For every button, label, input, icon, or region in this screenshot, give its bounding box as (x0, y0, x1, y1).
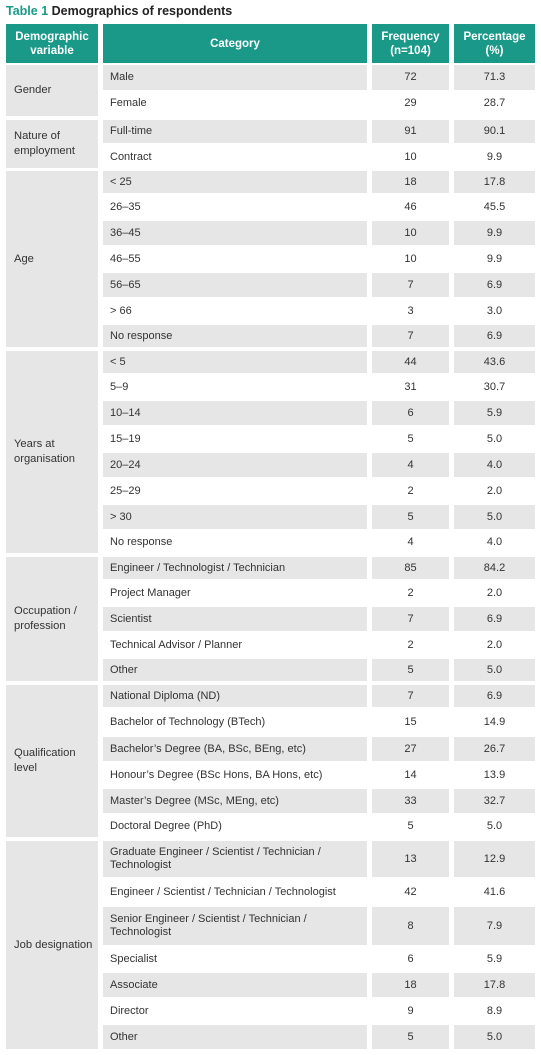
category-cell: Doctoral Degree (PhD) (110, 819, 222, 832)
percentage-cell: 30.7 (483, 380, 506, 393)
frequency-cell: 14 (404, 768, 417, 781)
frequency-cell: 8 (372, 907, 449, 945)
frequency-cell: 33 (372, 789, 449, 813)
percentage-cell: 32.7 (454, 789, 535, 813)
category-cell: Director (110, 1004, 149, 1017)
frequency-cell: 2 (407, 484, 414, 497)
group-label: Age (6, 171, 98, 347)
category-cell: Other (103, 659, 367, 681)
category-cell: < 5 (103, 351, 367, 373)
category-cell: 15–19 (110, 432, 141, 445)
category-cell: Honour’s Degree (BSc Hons, BA Hons, etc) (110, 768, 323, 781)
frequency-cell: 42 (404, 885, 417, 898)
percentage-cell: 5.0 (454, 1025, 535, 1049)
category-cell: 26–35 (110, 200, 141, 213)
percentage-cell: 6.9 (454, 607, 535, 631)
group-label: Job designation (6, 841, 98, 1049)
frequency-cell: 2 (407, 586, 414, 599)
frequency-cell: 85 (372, 557, 449, 579)
frequency-cell: 5 (407, 432, 414, 445)
category-cell: Scientist (103, 607, 367, 631)
category-cell: 36–45 (103, 221, 367, 245)
percentage-cell: 71.3 (454, 65, 535, 90)
percentage-cell: 8.9 (486, 1004, 503, 1017)
table-label: Table 1 (6, 4, 49, 18)
category-cell: 20–24 (103, 453, 367, 477)
percentage-cell: 5.0 (486, 432, 503, 445)
frequency-cell: 5 (372, 1025, 449, 1049)
category-cell: 10–14 (103, 401, 367, 425)
category-cell: 56–65 (103, 273, 367, 297)
header-variable: Demographic variable (6, 24, 98, 63)
category-cell: Senior Engineer / Scientist / Technician / Technologist (103, 907, 367, 945)
category-cell: Master’s Degree (MSc, MEng, etc) (103, 789, 367, 813)
category-cell: < 25 (103, 171, 367, 193)
frequency-cell: 13 (372, 841, 449, 877)
category-cell: Project Manager (110, 586, 191, 599)
frequency-cell: 44 (372, 351, 449, 373)
category-cell: Graduate Engineer / Scientist / Technician / Technologist (103, 841, 367, 877)
category-cell: Specialist (110, 952, 158, 965)
header-category: Category (103, 24, 367, 63)
frequency-cell: 15 (404, 715, 417, 728)
frequency-cell: 10 (404, 150, 417, 163)
category-cell: Bachelor’s Degree (BA, BSc, BEng, etc) (103, 737, 367, 761)
frequency-cell: 7 (372, 325, 449, 347)
percentage-cell: 26.7 (454, 737, 535, 761)
group-label: Nature of employment (6, 120, 98, 168)
frequency-cell: 18 (372, 171, 449, 193)
percentage-cell: 5.9 (454, 401, 535, 425)
percentage-cell: 6.9 (454, 685, 535, 707)
percentage-cell: 28.7 (483, 97, 506, 109)
frequency-cell: 46 (404, 200, 417, 213)
category-cell: > 66 (110, 304, 132, 317)
frequency-cell: 10 (372, 221, 449, 245)
frequency-cell: 4 (407, 535, 414, 548)
category-cell: Other (103, 1025, 367, 1049)
group-label: Gender (6, 65, 98, 116)
percentage-cell: 7.9 (454, 907, 535, 945)
percentage-cell: 3.0 (486, 304, 503, 317)
percentage-cell: 41.6 (483, 885, 506, 898)
header-frequency: Frequency (n=104) (372, 24, 449, 63)
percentage-cell: 9.9 (454, 221, 535, 245)
percentage-cell: 4.0 (454, 453, 535, 477)
table-title: Demographics of respondents (51, 4, 233, 18)
percentage-cell: 17.8 (454, 973, 535, 997)
percentage-cell: 14.9 (483, 715, 506, 728)
frequency-cell: 91 (372, 120, 449, 143)
category-cell: Engineer / Scientist / Technician / Technologist (110, 885, 336, 898)
category-cell: Contract (110, 150, 152, 163)
category-cell: Male (103, 65, 367, 90)
frequency-cell: 7 (372, 607, 449, 631)
category-cell: National Diploma (ND) (103, 685, 367, 707)
frequency-cell: 4 (372, 453, 449, 477)
frequency-cell: 31 (404, 380, 417, 393)
header-percentage: Percentage (%) (454, 24, 535, 63)
category-cell: No response (103, 325, 367, 347)
category-cell: Engineer / Technologist / Technician (103, 557, 367, 579)
frequency-cell: 3 (407, 304, 414, 317)
group-label: Qualification level (6, 685, 98, 837)
percentage-cell: 2.0 (486, 484, 503, 497)
frequency-cell: 5 (372, 505, 449, 529)
frequency-cell: 10 (404, 252, 417, 265)
category-cell: Bachelor of Technology (BTech) (110, 715, 266, 728)
category-cell: Associate (103, 973, 367, 997)
percentage-cell: 2.0 (486, 638, 503, 651)
percentage-cell: 5.0 (454, 659, 535, 681)
frequency-cell: 5 (372, 659, 449, 681)
percentage-cell: 45.5 (483, 200, 506, 213)
percentage-cell: 2.0 (486, 586, 503, 599)
category-cell: Technical Advisor / Planner (110, 638, 243, 651)
percentage-cell: 6.9 (454, 273, 535, 297)
percentage-cell: 9.9 (486, 150, 503, 163)
frequency-cell: 18 (372, 973, 449, 997)
table-caption (6, 3, 232, 19)
category-cell: 25–29 (110, 484, 141, 497)
percentage-cell: 17.8 (454, 171, 535, 193)
percentage-cell: 90.1 (454, 120, 535, 143)
frequency-cell: 2 (407, 638, 414, 651)
percentage-cell: 43.6 (454, 351, 535, 373)
frequency-cell: 29 (404, 97, 417, 109)
percentage-cell: 4.0 (486, 535, 503, 548)
category-cell: 5–9 (110, 380, 129, 393)
category-cell: Female (110, 97, 147, 109)
category-cell: No response (110, 535, 173, 548)
frequency-cell: 7 (372, 685, 449, 707)
frequency-cell: 7 (372, 273, 449, 297)
percentage-cell: 13.9 (483, 768, 506, 781)
frequency-cell: 27 (372, 737, 449, 761)
percentage-cell: 9.9 (486, 252, 503, 265)
percentage-cell: 6.9 (454, 325, 535, 347)
percentage-cell: 5.9 (486, 952, 503, 965)
category-cell: 46–55 (110, 252, 141, 265)
percentage-cell: 84.2 (454, 557, 535, 579)
frequency-cell: 72 (372, 65, 449, 90)
frequency-cell: 9 (407, 1004, 414, 1017)
percentage-cell: 5.0 (486, 819, 503, 832)
frequency-cell: 6 (407, 952, 414, 965)
percentage-cell: 5.0 (454, 505, 535, 529)
frequency-cell: 5 (407, 819, 414, 832)
group-label: Occupation / profession (6, 557, 98, 681)
group-label: Years at organisation (6, 351, 98, 553)
frequency-cell: 6 (372, 401, 449, 425)
category-cell: Full-time (103, 120, 367, 143)
percentage-cell: 12.9 (454, 841, 535, 877)
category-cell: > 30 (103, 505, 367, 529)
